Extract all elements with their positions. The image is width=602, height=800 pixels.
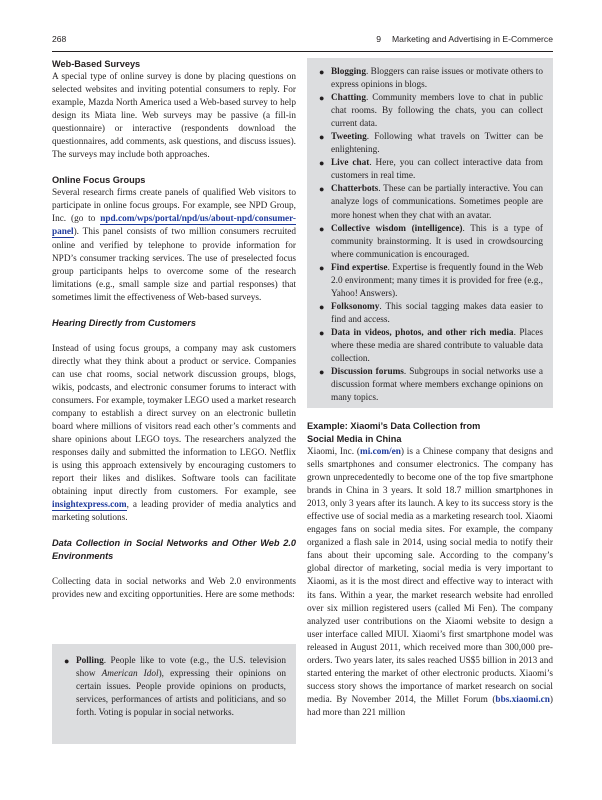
page-number: 268 [52, 34, 67, 44]
methods-list-left [62, 655, 286, 720]
heading-social-networks: Data Collection in Social Networks and Other Web 2.0 Environments [52, 538, 296, 562]
item-term: Blogging [331, 67, 366, 77]
list-item: ● Chatting. Community members love to chat in public chat rooms. By following the chats, you can collect current data. [319, 93, 543, 130]
item-term: Live chat [331, 158, 370, 169]
item-term: Data in videos, photos, and other rich media [331, 327, 514, 338]
paragraph-web-surveys: A special type of online survey is done by placing questions on selected websites and inviting potential consumers to reply. For example, Mazda North America used a Web-based survey to help design its Miata line. Web surveys may be passive (a fill-in questionnaire) or interactive (respondents download the questionnaires, add comments, ask questions, and discuss issues). The surveys may include both approaches. [52, 72, 296, 161]
paragraph-xiaomi: Xiaomi, Inc. (mi.com/en) is a Chinese company that designs and sells smartphones and consumer electronics. The company has grown unprecedentedly to become one of the top five smartphone brands in China in 3 years. It sold 18.7 million smartphones in 2013, only 3 years after its launch. A key to its success story is the effective use of social media as a marketing research tool. Xiaomi engages fans on social media sites. For example, the company organized a flash sale in 2014, using social media to notify their fans about their upcoming sale. According to the company’s global director of marketing, social media is very important to Xiaomi, as it is the most direct and effective way to interact with its fans. Within a year, the market research website had enrolled over six million registered users (called Mi Fen). The company analyzed user contributions on the Xiaomi website to design a user interface called MIUI. Xiaomi’s first smartphone model was released in August 2011, which received more than 300,000 pre-orders. Two years later, its sales reached US$5 billion in 2013 and started entering the market of other electronic products. Xiaomi’s success story shows the importance of market research on social media. By November 2014, the Millet Forum (bbs.xiaomi.cn) had more than 221 million [307, 447, 553, 718]
bullet-icon: ● [319, 367, 325, 378]
bullet-icon: ● [319, 158, 325, 169]
bullet-icon: ● [319, 132, 325, 143]
item-term: Tweeting [331, 132, 367, 143]
hearing-text-1: Instead of using focus groups, a company may ask customers directly what they think about a product or service. Companies can use chat rooms, social network discussion groups, blogs, wikis, podcasts, and electronic consumer forums to interact with consumers. For example, toymaker LEGO used a market research company to establish a direct survey on an electronic bulletin board where millions of visitors read each other’s comments and share opinions about LEGO toys. The researchers analyzed the responses daily and submitted the information to LEGO. Netflix is using this approach extensively by encouraging customers to report their likes and dislikes. Software tools can facilitate obtaining input directly from customers. For example, see [52, 343, 297, 498]
item-term: Folksonomy [331, 301, 380, 312]
list-item: ● Live chat. Here, you can collect interactive data from customers in real time. [319, 158, 543, 182]
list-item: ● Collective wisdom (intelligence). This is a type of community brainstorming. It is used in crowdsourcing where communication is encouraged. [319, 223, 544, 260]
list-item: ● Folksonomy. This social tagging makes data easier to find and access. [319, 301, 543, 325]
item-term: Polling [76, 656, 104, 666]
bullet-icon: ● [64, 656, 70, 666]
running-header [52, 34, 553, 48]
heading-hearing-customers: Hearing Directly from Customers [52, 317, 196, 328]
item-term: Find expertise [331, 262, 388, 273]
header-rule [52, 51, 553, 52]
item-term: Chatting [331, 93, 366, 104]
focus-text-2: ). This panel consists of two million consumers recruited online and verified by telephone to provide information for NPD’s consumer tracking services. The use of preselected focus group participants helps to overcome some of the research limitations (e.g., small sample size and partial responses) that sometimes limit the effectiveness of Web-based surveys. [52, 227, 296, 303]
mi-link[interactable]: mi.com/en [360, 447, 401, 457]
methods-list-right [317, 66, 543, 405]
bullet-icon: ● [319, 301, 325, 312]
item-term: Discussion forums [331, 367, 404, 378]
methods-box-right [307, 58, 553, 408]
bullet-icon: ● [319, 327, 325, 338]
bullet-icon: ● [319, 223, 325, 234]
paragraph-social-networks: Collecting data in social networks and Web 2.0 environments provides new and exciting opportunities. Here are some methods: [52, 577, 296, 601]
bullet-icon: ● [319, 262, 325, 273]
focus-text-1: Several research firms create panels of qualified Web visitors to participate in online focus groups. For example, see NPD Group, Inc. (go to [52, 188, 296, 225]
hearing-text-2: , a leading provider of media analytics and marketing solutions. [52, 500, 296, 524]
item-term: Chatterbots [331, 184, 379, 195]
list-item: ● Tweeting. Following what travels on Twitter can be enlightening. [319, 132, 543, 156]
list-item: ● Blogging. Bloggers can raise issues or motivate others to express opinions in blogs. [319, 67, 543, 91]
bullet-icon: ● [319, 67, 325, 77]
bullet-icon: ● [319, 184, 325, 195]
npd-link[interactable]: npd.com/wps/portal/npd/us/about-npd/consumer-panel [52, 214, 296, 238]
left-column [52, 58, 296, 603]
right-column-example [307, 420, 553, 720]
paragraph-hearing-customers [52, 343, 296, 526]
bbs-xiaomi-link[interactable]: bbs.xiaomi.cn [495, 694, 550, 705]
item-term: Collective wisdom (intelligence) [331, 223, 463, 234]
list-item: ● Polling. People like to vote (e.g., the U.S. television show American Idol), expressing their opinions on certain issues. People provide opinions on products, services, performances of artists and politicians, and so forth. Voting is popular in social networks. [64, 656, 286, 719]
list-item: ● Data in videos, photos, and other rich media. Places where these media are shared contribute to valuable data collection. [319, 327, 543, 365]
show-title: American Idol [101, 669, 159, 680]
chapter-title: 9 Marketing and Advertising in E-Commerce [376, 34, 553, 44]
bullet-icon: ● [319, 93, 325, 104]
heading-focus-groups: Online Focus Groups [52, 175, 146, 186]
paragraph-focus-groups [52, 187, 296, 304]
methods-box-left [52, 644, 296, 744]
insightexpress-link[interactable]: insightexpress.com [52, 500, 127, 511]
list-item: ● Chatterbots. These can be partially interactive. You can analyze logs of communications. Sometimes people are more honest when they chat with an avatar. [319, 184, 543, 221]
heading-xiaomi-example: Example: Xiaomi’s Data Collection from Social Media in China [307, 421, 481, 444]
heading-web-surveys: Web-Based Surveys [52, 59, 141, 69]
list-item: ● Find expertise. Expertise is frequently found in the Web 2.0 environment; many times it is provided for free (e.g., Yahoo! Answers). [319, 262, 543, 299]
list-item: ● Discussion forums. Subgroups in social networks use a discussion format where members exchange opinions on many topics. [319, 367, 543, 404]
